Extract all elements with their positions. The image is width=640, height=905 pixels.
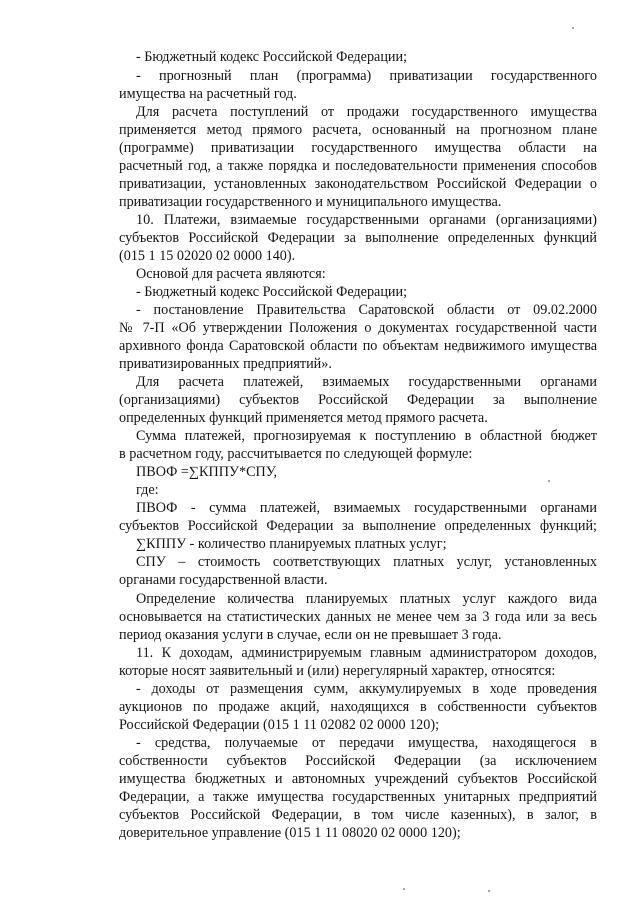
- text-line: ПВОФ =∑КППУ*СПУ,: [136, 464, 278, 480]
- text-line: Основой для расчета являются:: [136, 266, 326, 282]
- text-line: Российской Федерации (015 1 11 02082 02 0000 120);: [119, 717, 440, 733]
- text-line: Сумма платежей, прогнозируемая к поступлению в областной бюджет: [136, 428, 597, 444]
- text-line: Для расчета платежей, взимаемых государственными органами: [136, 374, 597, 390]
- text-line: (015 1 15 02020 02 0000 140).: [119, 248, 296, 264]
- text-line: Определение количества планируемых платных услуг каждого вида: [136, 591, 597, 607]
- text-line: субъектов Российской Федерации за выполнение определенных функций;: [119, 518, 597, 534]
- text-line: - Бюджетный кодекс Российской Федерации;: [136, 49, 408, 65]
- text-line: 11. К доходам, администрируемым главным администратором доходов,: [136, 645, 597, 661]
- text-line: № 7-П «Об утверждении Положения о документах государственной части: [119, 320, 597, 336]
- text-line: (программе) приватизации государственного имущества области на: [119, 140, 597, 156]
- text-line: (организациями) субъектов Российской Федерации за выполнение: [119, 392, 597, 408]
- text-line: аукционов по продаже акций, находящихся в собственности субъектов: [119, 699, 597, 715]
- text-line: - постановление Правительства Саратовской области от 09.02.2000: [136, 302, 597, 318]
- text-line: период оказания услуги в случае, если он не превышает 3 года.: [119, 627, 502, 643]
- text-line: которые носят заявительный и (или) нерегулярный характер, относятся:: [119, 663, 556, 679]
- scan-speck: [403, 888, 405, 890]
- text-line: - средства, получаемые от передачи имущества, находящегося в: [136, 735, 597, 751]
- text-line: - доходы от размещения сумм, аккумулируемых в ходе проведения: [136, 681, 597, 697]
- text-line: основывается на статистических данных не менее чем за 3 года или за весь: [119, 609, 597, 625]
- text-line: субъектов Российской Федерации за выполнение определенных функций: [119, 230, 597, 246]
- text-line: определенных функций применяется метод прямого расчета.: [119, 410, 488, 426]
- text-line: СПУ – стоимость соответствующих платных услуг, установленных: [136, 554, 597, 570]
- text-line: приватизированных предприятий».: [119, 356, 332, 372]
- text-line: Для расчета поступлений от продажи государственного имущества: [136, 104, 597, 120]
- scan-speck: [572, 27, 574, 29]
- text-line: приватизации, установленных законодательством Российской Федерации о: [119, 176, 597, 192]
- text-line: - Бюджетный кодекс Российской Федерации;: [136, 284, 408, 300]
- text-line: расчетный год, а также порядка и последовательности применения способов: [119, 158, 597, 174]
- text-line: ПВОФ - сумма платежей, взимаемых государственными органами: [136, 500, 597, 516]
- text-line: имущества бюджетных и автономных учреждений субъектов Российской: [119, 771, 597, 787]
- text-line: где:: [136, 482, 159, 498]
- scan-speck: [488, 890, 490, 892]
- text-line: применяется метод прямого расчета, основанный на прогнозном плане: [119, 122, 597, 138]
- text-line: архивного фонда Саратовской области по объектам недвижимого имущества: [119, 338, 597, 354]
- text-line: - прогнозный план (программа) приватизации государственного: [136, 68, 597, 84]
- text-line: ∑КППУ - количество планируемых платных услуг;: [136, 536, 447, 552]
- text-line: имущества на расчетный год.: [119, 86, 297, 102]
- text-line: в расчетном году, рассчитывается по следующей формуле:: [119, 446, 473, 462]
- text-line: собственности субъектов Российской Федерации (за исключением: [119, 753, 597, 769]
- text-line: органами государственной власти.: [119, 572, 328, 588]
- text-line: 10. Платежи, взимаемые государственными органами (организациями): [136, 212, 597, 228]
- text-line: доверительное управление (015 1 11 08020 02 0000 120);: [119, 825, 461, 841]
- text-line: приватизации государственного и муниципального имущества.: [119, 194, 502, 210]
- text-line: субъектов Российской Федерации, в том числе казенных), в залог, в: [119, 807, 597, 823]
- text-line: Федерации, а также имущества государственных унитарных предприятий: [119, 789, 597, 805]
